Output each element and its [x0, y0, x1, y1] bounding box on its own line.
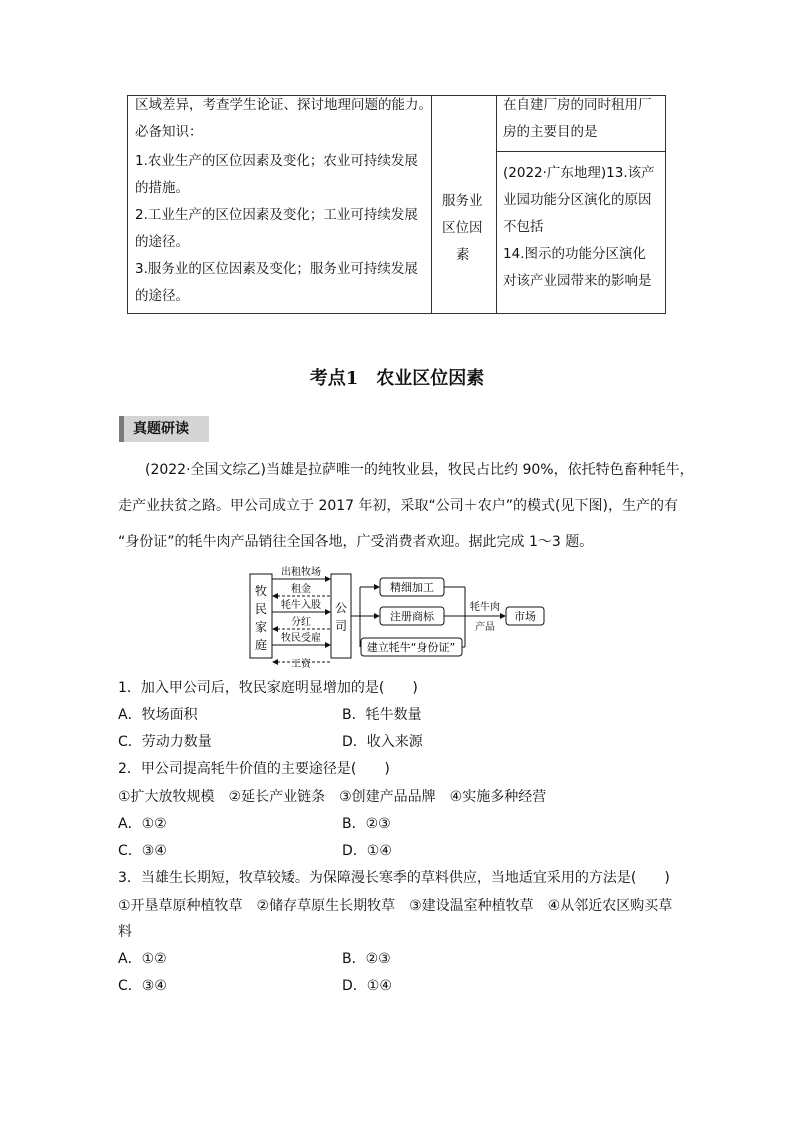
company-label: 司	[334, 619, 348, 633]
option-a: A．①②	[118, 816, 167, 832]
arrow-label: 租金	[291, 584, 311, 595]
table-divider	[496, 96, 497, 313]
intro-line: 走产业扶贫之路。甲公司成立于 2017 年初，采取“公司＋农户”的模式(见下图)，生产的有	[118, 498, 678, 514]
table-divider	[431, 96, 432, 313]
option-a: A．牧场面积	[118, 707, 198, 723]
intro-line: “身份证”的牦牛肉产品销往全国各地，广受消费者欢迎。据此完成 1～3 题。	[118, 534, 594, 550]
table-right-line: (2022·广东地理)13.该产	[503, 165, 655, 181]
product-label: 牦牛肉	[470, 602, 500, 613]
table-left-line: 1.农业生产的区位因素及变化；农业可持续发展	[135, 153, 418, 169]
option-d: D．收入来源	[342, 734, 423, 750]
question-stem: 1．加入甲公司后，牧民家庭明显增加的是( )	[118, 680, 418, 696]
company-model-diagram	[244, 563, 554, 671]
company-box	[331, 574, 351, 658]
option-d: D．①④	[342, 978, 392, 994]
table-right-line: 14.图示的功能分区演化	[503, 246, 646, 262]
arrow-label: 牧民受雇	[281, 633, 321, 644]
question-items: ①开垦草原种植牧草 ②储存草原生长期牧草 ③建设温室种植牧草 ④从邻近农区购买草	[118, 898, 673, 914]
question-items: ①扩大放牧规模 ②延长产业链条 ③创建产品品牌 ④实施多种经营	[118, 789, 547, 805]
option-c: C．劳动力数量	[118, 734, 212, 750]
option-b: B．②③	[342, 951, 391, 967]
badge-accent	[119, 416, 124, 442]
arrow-label: 牦牛入股	[281, 600, 321, 611]
arrow-label: 工资	[291, 659, 311, 670]
question-items: 料	[118, 924, 132, 940]
company-label: 公	[334, 601, 348, 615]
process-label: 注册商标	[390, 610, 434, 623]
table-left-line: 的措施。	[135, 180, 189, 196]
table-left-line: 区域差异，考查学生论证、探讨地理问题的能力。	[135, 97, 432, 113]
option-c: C．③④	[118, 843, 167, 859]
option-c: C．③④	[118, 978, 167, 994]
herder-label: 家	[254, 620, 268, 634]
table-left-line: 的途径。	[135, 234, 189, 250]
table-left-line: 2.工业生产的区位因素及变化；工业可持续发展	[135, 207, 418, 223]
table-middle-line: 区位因	[442, 220, 483, 236]
option-b: B．牦牛数量	[342, 707, 422, 723]
table-middle-line: 素	[456, 247, 470, 263]
arrow-label: 分红	[291, 617, 311, 628]
badge-label: 真题研读	[133, 421, 189, 437]
option-d: D．①④	[342, 843, 392, 859]
arrow-label: 出租牧场	[281, 567, 321, 578]
table-divider	[496, 151, 665, 152]
herder-label: 民	[254, 602, 268, 616]
herder-label: 庭	[254, 638, 268, 652]
process-label: 精细加工	[390, 581, 434, 594]
question-stem: 3．当雄生长期短，牧草较矮。为保障漫长寒季的草料供应，当地适宜采用的方法是( )	[118, 870, 670, 886]
section-badge	[119, 416, 209, 442]
option-b: B．②③	[342, 816, 391, 832]
table-right-line: 业园功能分区演化的原因	[503, 192, 652, 208]
intro-line: (2022·全国文综乙)当雄是拉萨唯一的纯牧业县，牧民占比约 90%，依托特色畜种牦牛，	[145, 462, 694, 478]
table-right-line: 对该产业园带来的影响是	[503, 273, 652, 289]
table-left-line: 的途径。	[135, 288, 189, 304]
question-stem: 2．甲公司提高牦牛价值的主要途径是( )	[118, 761, 390, 777]
table-left-line: 3.服务业的区位因素及变化；服务业可持续发展	[135, 261, 418, 277]
table-middle-line: 服务业	[442, 193, 483, 209]
table-right-line: 不包括	[503, 219, 544, 235]
table-right-line: 在自建厂房的同时租用厂	[503, 97, 652, 113]
option-a: A．①②	[118, 951, 167, 967]
market-label: 市场	[514, 610, 536, 623]
process-label: 建立牦牛“身份证”	[366, 641, 456, 654]
product-label: 产品	[475, 622, 495, 633]
table-right-line: 房的主要目的是	[503, 124, 598, 140]
knowledge-table	[127, 95, 666, 314]
section-title: 考点1 农业区位因素	[309, 368, 485, 389]
table-left-line: 必备知识：	[135, 124, 203, 140]
herder-label: 牧	[254, 584, 268, 598]
